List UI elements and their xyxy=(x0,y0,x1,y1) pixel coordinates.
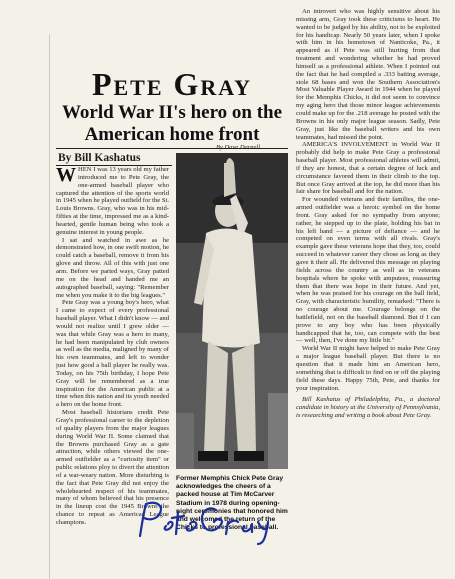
pete-gray-photo xyxy=(176,153,288,469)
paragraph: An introvert who was highly sensitive about his missing arm, Gray took these criticisms to heart. He wanted to be judged by his ability, not to be exploited for his handicap. Nearly 50 years later, when I spoke with him in his hometown of Nanticoke, Pa., it appeared as if Pete was still hurting from that treatment and wondering whether he had proved himself as a professional athlete. When I pointed out the fact that he had compiled a .333 batting average, stole 68 bases and won the Southern Association's Most Valuable Player Award in 1944 when he played for the Memphis Chicks, it did not seem to convince my aging hero that those minor league achievements could make up for the .218 average he posted with the Browns in his only major league season. Sadly, Pete Gray, just like the baseball writers and his own teammates, had missed the point. xyxy=(296,8,440,141)
paragraph: For wounded veterans and their families, the one-armed outfielder was a heroic symbol on the home front. Gray asked for no sympathy from anyone; rather, he stepped up to the plate, holding his bat in his left hand — a picture of defiance — and he competed on even terms with all rivals. Gray's example gave these veterans hope that they, too, could succeed in whatever career they chose as long as they gave it their all. He delivered this message on playing fields across the country as well as in veterans hospitals where he spoke with amputees, reassuring them that there was hope in their future. And yet, when he was praised for his courage on the ball field, Gray, with characteristic humility, remarked: "There is no courage about me. Courage belongs on the battlefield, not on the baseball diamond. But if I can prove to any boy who has been physically handicapped that he, too, can compete with the best — well, then, I've done my little bit." xyxy=(296,196,440,345)
author-bio: Bill Kashatus of Philadelphia, Pa., a doctoral candidate in history at the University of Pennsylvania, is researching and writing a book about Pete Gray. xyxy=(296,396,440,420)
article-column-3 xyxy=(296,8,440,548)
photo-caption: Former Memphis Chick Pete Gray acknowledges the cheers of a packed house at Tim McCarver Stadium in 1978 during opening-night ceremonies that honored him and welcomed the return of the Chicks to professional baseball. xyxy=(176,475,288,532)
photo-credit: By Dave Darnell xyxy=(216,144,261,151)
paragraph: WHEN I was 13 years old my father introduced me to Pete Gray, the one-armed baseball player who captured the attention of the sports world in 1945 when he played outfield for the St. Louis Browns. Gray, who was in his mid-fifties at the time, impressed me as a kind-hearted, gentle human being who took a genuine interest in young people. xyxy=(56,166,169,236)
paragraph: AMERICA'S INVOLVEMENT in World War II probably did help to make Pete Gray a professional baseball player. Most professional athletes will admit, if they are honest, that a certain degree of luck and circumstance favored them in their climb to the top. But once Gray arrived at the top, he did more than his fair share for baseball and for the nation. xyxy=(296,141,440,196)
drop-cap: W xyxy=(56,166,76,186)
paragraph: I sat and watched in awe as he demonstrated how, in one swift motion, he could catch a baseball, remove it from his glove and throw. All of this with just one arm. Before we parted ways, Gray patted me on the head and handed me an autographed baseball, saying: "Remember me when you make it to the big leagues." xyxy=(56,236,169,299)
autograph-signature xyxy=(132,496,310,546)
column-rule xyxy=(49,34,50,579)
paragraph: Pete Gray was a young boy's hero, what I came to expect of every professional baseball player. What I didn't know — and would not realize until I grew older — was that while Gray was a hero to many, he had been manipulated by club owners as well as the media, maligned by many of his own teammates, and left to wonder just how good a ball player he really was. Today, on his 75th birthday, I hope Pete Gray will be remembered as a true inspiration for the American public at a time when this nation and its youth needed a hero on the home front. xyxy=(56,299,169,409)
subheadline: World War II's hero on the American home front xyxy=(61,102,283,145)
paragraph: Most baseball historians credit Pete Gray's professional career to the depletion of quality players from the major leagues during World War II. Some claimed that the Browns purchased Gray as a gate attraction, while others viewed the one-armed outfielder as a "curiosity item" or public relations ploy to divert the attention of a war-weary nation. More disturbing is the fact that Pete Gray did not enjoy the wholehearted respect of his teammates, many of whom believed that his presence in the lineup cost the 1945 Browns the chance to repeat as American League champions. xyxy=(56,409,169,526)
photo-figure-icon xyxy=(176,153,288,469)
paragraph: World War II might have helped to make Pete Gray a major league baseball player. But there is no question that it made him an American hero, something that is difficult to find on or off the playing field these days. Happy 75th, Pete, and thanks for your inspiration. xyxy=(296,345,440,392)
byline: By Bill Kashatus xyxy=(58,152,141,164)
headline: Pete Gray xyxy=(91,66,253,102)
